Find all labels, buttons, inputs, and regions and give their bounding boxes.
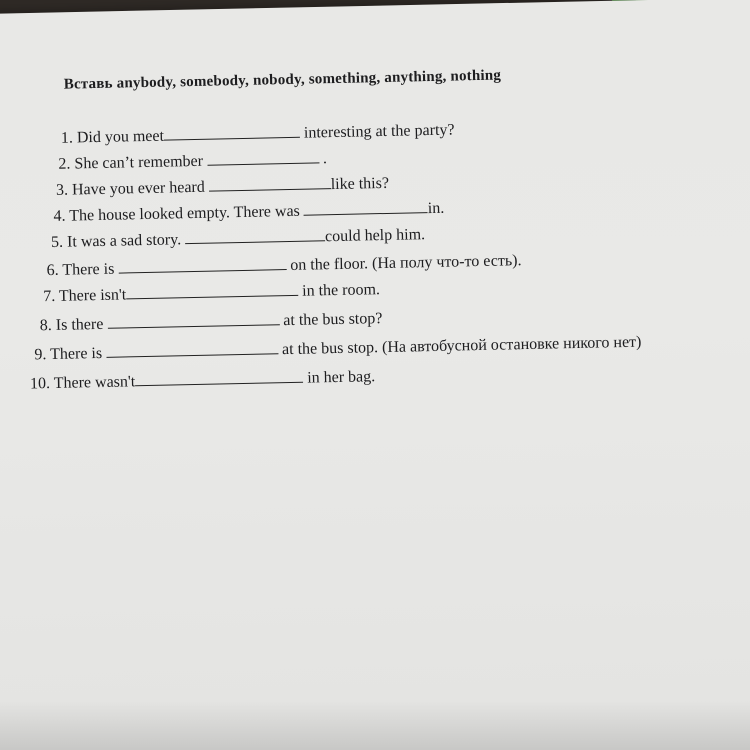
sentence-before: Is there bbox=[55, 315, 104, 334]
sentence-before: Have you ever heard bbox=[71, 178, 205, 199]
sentence-after: at the bus stop? bbox=[283, 310, 383, 330]
answer-blank[interactable] bbox=[106, 339, 278, 358]
sentence-2 bbox=[58, 148, 327, 175]
sentence-before: There is bbox=[49, 344, 103, 364]
answer-blank[interactable] bbox=[135, 368, 303, 387]
sentence-before: The house looked empty. There was bbox=[69, 202, 300, 225]
sentence-8 bbox=[40, 308, 383, 336]
sentence-7 bbox=[43, 279, 380, 307]
sentence-number: 7. bbox=[43, 287, 56, 306]
sentence-3 bbox=[56, 173, 389, 201]
sentence-after: . bbox=[322, 150, 328, 168]
sentence-before: It was a sad story. bbox=[66, 231, 182, 251]
sentence-9 bbox=[34, 332, 641, 366]
sentence-number: 6. bbox=[46, 261, 59, 280]
sentence-number: 2. bbox=[58, 155, 71, 173]
sentence-after: in. bbox=[427, 199, 445, 218]
sentence-number: 8. bbox=[39, 316, 53, 335]
sentence-before: Did you meet bbox=[76, 127, 165, 147]
sentence-after: on the floor. (На полу что-то есть). bbox=[290, 252, 522, 274]
sentence-number: 3. bbox=[55, 181, 69, 199]
sentence-after: interesting at the party? bbox=[303, 121, 455, 142]
answer-blank[interactable] bbox=[209, 174, 331, 192]
sentence-before: There isn't bbox=[58, 286, 127, 305]
sentence-number: 1. bbox=[60, 129, 74, 147]
sentence-number: 4. bbox=[53, 207, 66, 225]
sentence-after: like this? bbox=[330, 174, 390, 194]
sentence-after: could help him. bbox=[324, 226, 426, 246]
sentence-before: There wasn't bbox=[53, 373, 136, 392]
sentence-number: 5. bbox=[50, 233, 64, 251]
answer-blank[interactable] bbox=[185, 226, 325, 244]
answer-blank[interactable] bbox=[164, 123, 300, 141]
answer-blank[interactable] bbox=[304, 198, 428, 216]
answer-blank[interactable] bbox=[126, 281, 298, 300]
sentence-after: at the bus stop. (На автобусной остановке никого нет) bbox=[281, 333, 642, 359]
sentence-1 bbox=[61, 120, 455, 149]
sentence-10 bbox=[30, 366, 376, 394]
sentence-5 bbox=[51, 224, 425, 253]
sentence-6 bbox=[46, 250, 521, 281]
sentence-after: in her bag. bbox=[307, 368, 376, 387]
sentence-number: 9. bbox=[34, 346, 47, 364]
answer-blank[interactable] bbox=[107, 310, 279, 329]
exercise-title: Вставь anybody, somebody, nobody, something, anything, nothing bbox=[63, 67, 502, 93]
shadow-gradient bbox=[0, 700, 750, 750]
sentence-before: There is bbox=[62, 260, 115, 279]
sentence-after: in the room. bbox=[302, 281, 381, 300]
sentence-before: She can’t remember bbox=[74, 152, 204, 173]
answer-blank[interactable] bbox=[118, 255, 286, 274]
sentence-4 bbox=[53, 198, 444, 227]
answer-blank[interactable] bbox=[207, 148, 319, 165]
sentence-number: 10. bbox=[29, 375, 51, 393]
